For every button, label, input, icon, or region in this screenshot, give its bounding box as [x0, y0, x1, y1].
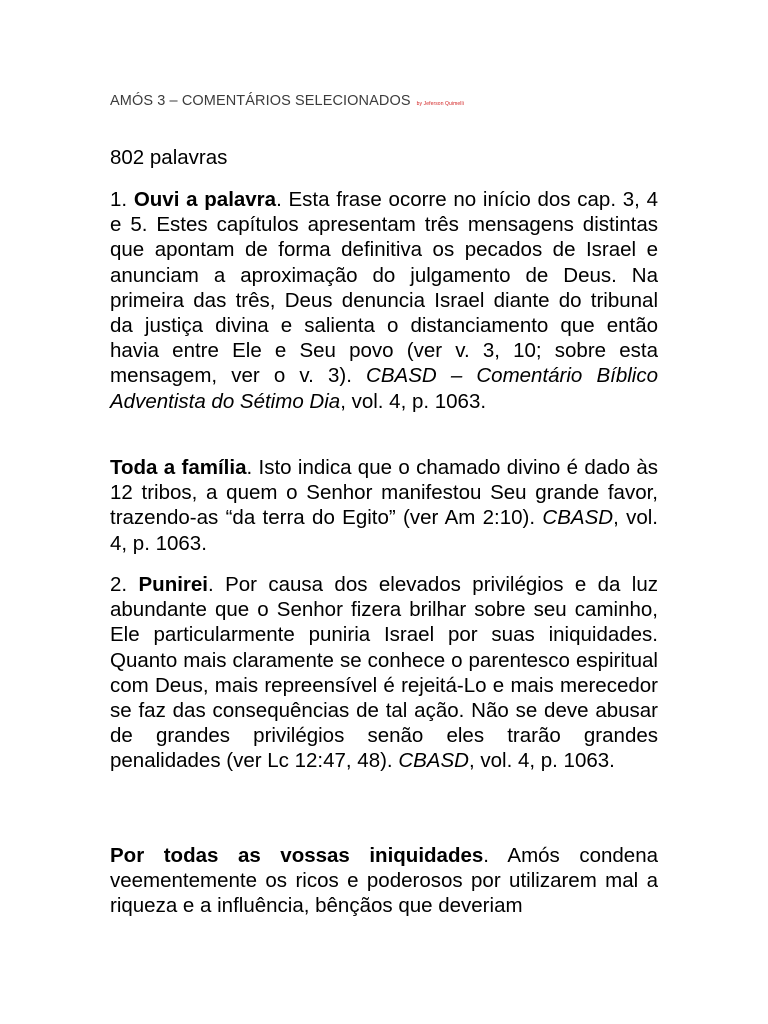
- paragraph-heading: Punirei: [138, 573, 208, 596]
- paragraph-number: 1.: [110, 188, 128, 211]
- paragraph-reference: , vol. 4, p. 1063.: [110, 506, 658, 555]
- paragraph-text: . Esta frase ocorre no início dos cap. 3, 4 e 5. Estes capítulos apresentam três mensagens distintas que apontam de forma definitiva os pecados de Israel e anunciam a aproximação do julgamento de Deus. Na primeira das três, Deus denuncia Israel diante do tribunal da justiça divina e salienta o distanciamento que então havia entre Ele e Seu povo (ver v. 3, 10; sobre esta mensagem, ver o v. 3).: [110, 188, 658, 388]
- commentary-paragraph: [110, 843, 658, 919]
- commentary-paragraph: [110, 572, 658, 774]
- paragraph-source: CBASD: [542, 506, 614, 530]
- paragraph-reference: , vol. 4, p. 1063.: [468, 749, 615, 773]
- word-count: 802 palavras: [110, 146, 228, 169]
- header-byline: by Jeferson Quimelli: [416, 101, 464, 107]
- paragraph-reference: , vol. 4, p. 1063.: [340, 389, 487, 413]
- commentary-paragraph: [110, 187, 658, 414]
- commentary-paragraph: [110, 455, 658, 556]
- paragraph-heading: Toda a família: [110, 456, 247, 479]
- paragraph-text: . Isto indica que o chamado divino é dado às 12 tribos, a quem o Senhor manifestou Seu grande favor, trazendo-as “da terra do Egito” (ver Am 2:10).: [110, 456, 659, 530]
- paragraph-heading: Ouvi a palavra: [133, 188, 277, 211]
- paragraph-number: 2.: [110, 573, 128, 596]
- paragraph-text: . Amós condena veementemente os ricos e poderosos por utilizarem mal a riqueza e a influência, bênçãos que deveriam: [110, 844, 658, 918]
- paragraph-source: CBASD: [398, 749, 469, 773]
- header-title: AMÓS 3 – COMENTÁRIOS SELECIONADOS: [110, 93, 411, 109]
- paragraph-source: CBASD – Comentário Bíblico Adventista do Sétimo Dia: [110, 364, 658, 413]
- paragraph-text: . Por causa dos elevados privilégios e da luz abundante que o Senhor fizera brilhar sobre seu caminho, Ele particularmente puniria Israel por suas iniquidades. Quanto mais claramente se conhece o parentesco espiritual com Deus, mais repreensível é rejeitá-Lo e mais merecedor se faz das consequências de tal ação. Não se deve abusar de grandes privilégios senão eles trarão grandes penalidades (ver Lc 12:47, 48).: [110, 573, 658, 773]
- page-header: [110, 93, 658, 109]
- paragraph-heading: Por todas as vossas iniquidades: [110, 844, 484, 867]
